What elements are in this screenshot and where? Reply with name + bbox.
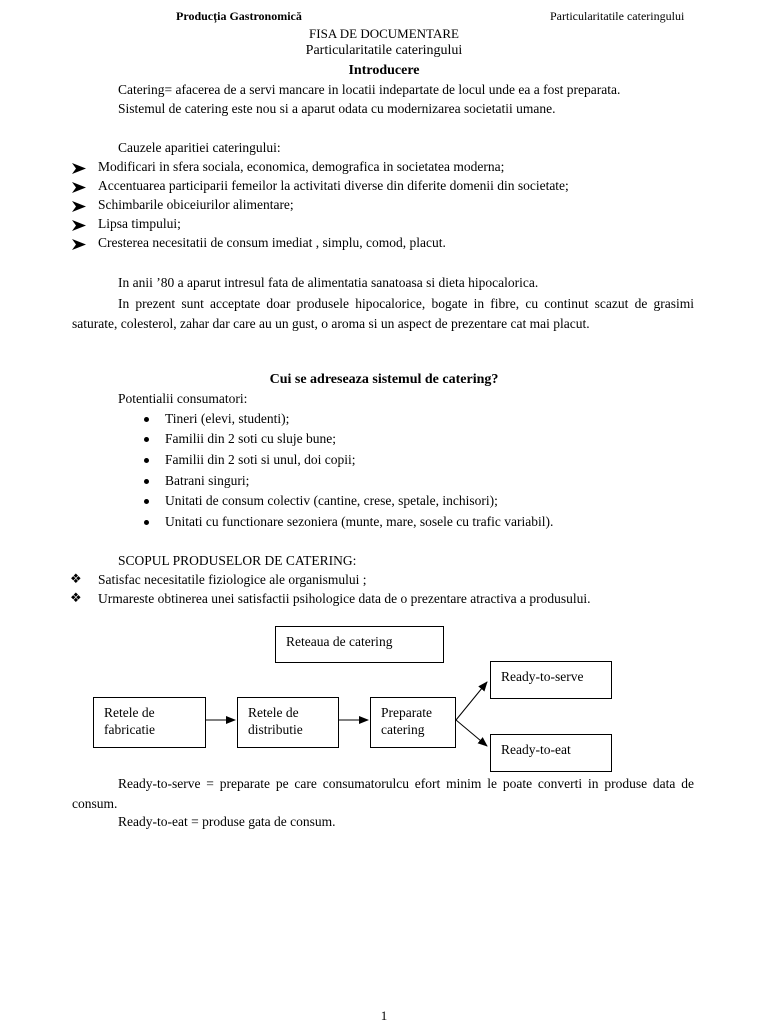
box-label: Ready-to-eat	[501, 742, 571, 757]
list-item: Schimbarile obiceiurilor alimentare;	[98, 197, 294, 212]
list-item: Lipsa timpului;	[98, 216, 181, 231]
diamond-bullet-icon: ❖	[70, 590, 82, 605]
box-preparate-catering	[370, 697, 456, 748]
diagram-title: Reteaua de catering	[286, 634, 393, 649]
box-retele-distributie	[237, 697, 339, 748]
box-ready-to-eat	[490, 734, 612, 772]
list-item: Urmareste obtinerea unei satisfactii psihologice data de o prezentare atractiva a produsului.	[98, 591, 591, 606]
list-item: Satisfac necesitatile fiziologice ale organismului ;	[98, 572, 367, 587]
arrow-to-ready-to-serve	[456, 682, 487, 720]
arrow-to-ready-to-eat	[456, 720, 487, 746]
list-item: Modificari in sfera sociala, economica, demografica in societatea moderna;	[98, 159, 505, 174]
box-label: Ready-to-serve	[501, 669, 584, 684]
list-item: Tineri (elevi, studenti);	[165, 411, 290, 426]
list-item: Unitati de consum colectiv (cantine, crese, spetale, inchisori);	[165, 493, 498, 508]
header-right: Particularitatile cateringului	[550, 9, 685, 23]
list-item: Accentuarea participarii femeilor la activitati diverse din diferite domenii din societate;	[98, 178, 569, 193]
page-number: 1	[380, 1008, 388, 1023]
section-heading: Introducere	[348, 63, 420, 78]
consumers-label: Potentialii consumatori:	[118, 391, 248, 406]
consumers-heading: Cui se adreseaza sistemul de catering?	[269, 372, 499, 387]
list-item: Batrani singuri;	[165, 473, 250, 488]
box-label: fabricatie	[104, 722, 155, 737]
causes-heading: Cauzele aparitiei cateringului:	[118, 140, 281, 155]
list-item: Unitati cu functionare sezoniera (munte, mare, sosele cu trafic variabil).	[165, 514, 554, 529]
intro-line-2: Sistemul de catering este nou si a aparut odata cu modernizarea societatii umane.	[118, 101, 556, 116]
box-ready-to-serve	[490, 661, 612, 699]
box-label: Retele de	[104, 705, 155, 720]
list-item: Cresterea necesitatii de consum imediat , simplu, comod, placut.	[98, 235, 446, 250]
definition-ready-to-eat: Ready-to-eat = produse gata de consum.	[118, 814, 336, 829]
diagram-title-box	[275, 626, 444, 663]
box-label: Preparate	[381, 705, 432, 720]
scope-heading: SCOPUL PRODUSELOR DE CATERING:	[118, 553, 357, 568]
box-label: catering	[381, 722, 425, 737]
box-label: distributie	[248, 722, 303, 737]
doc-subtitle: Particularitatile cateringului	[305, 43, 463, 58]
box-retele-fabricatie	[93, 697, 206, 748]
list-item: Familii din 2 soti cu sluje bune;	[165, 431, 336, 446]
paragraph-80-line: In anii ’80 a aparut intresul fata de alimentatia sanatoasa si dieta hipocalorica.	[118, 275, 539, 290]
header-left: Producția Gastronomică	[176, 9, 302, 23]
box-label: Retele de	[248, 705, 299, 720]
intro-line-1: Catering= afacerea de a servi mancare in locatii indepartate de locul unde ea a fost preparata.	[118, 82, 621, 97]
doc-title: FISA DE DOCUMENTARE	[309, 26, 459, 41]
paragraph-80-body: In prezent sunt acceptate doar produsele hipocalorice, bogate in fibre, cu continut scazut de grasimi saturate, colesterol, zahar dar care au un gust, o aroma si un aspect de prezentare cat mai placut.	[72, 296, 694, 331]
list-item: Familii din 2 soti si unul, doi copii;	[165, 452, 356, 467]
diamond-bullet-icon: ❖	[70, 571, 82, 586]
definition-ready-to-serve: Ready-to-serve = preparate pe care consumatorulcu efort minim le poate converti in produse data de consum.	[72, 776, 694, 811]
